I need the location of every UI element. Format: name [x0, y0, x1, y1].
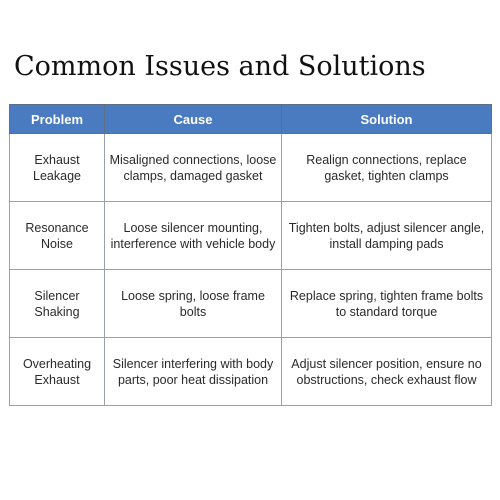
- table-header-row: [10, 105, 492, 134]
- table-row: [10, 202, 492, 270]
- cell-line: Replace spring, tighten frame bolts: [289, 288, 484, 303]
- cell-line: install damping pads: [329, 236, 444, 251]
- solution-cell: [282, 270, 492, 338]
- cell-line: Silencer: [34, 288, 80, 303]
- problem-cell: [10, 134, 105, 202]
- solution-cell: [282, 338, 492, 406]
- page-title: Common Issues and Solutions: [14, 51, 426, 82]
- table-row: [10, 270, 492, 338]
- cell-line: obstructions, check exhaust flow: [296, 372, 477, 387]
- cause-cell: [105, 134, 282, 202]
- table-row: [10, 338, 492, 406]
- cell-line: Misaligned connections, loose: [109, 152, 277, 167]
- cell-line: Overheating: [22, 356, 92, 371]
- cell-line: Exhaust: [34, 152, 80, 167]
- header-solution: Solution: [282, 105, 492, 134]
- problem-cell: [10, 338, 105, 406]
- cell-line: bolts: [179, 304, 207, 319]
- header-cause: Cause: [105, 105, 282, 134]
- problem-cell: [10, 202, 105, 270]
- cause-cell: [105, 270, 282, 338]
- cell-line: parts, poor heat dissipation: [117, 372, 269, 387]
- cell-line: Loose spring, loose frame: [121, 288, 265, 303]
- cause-cell: [105, 202, 282, 270]
- issues-table: [9, 104, 492, 406]
- cell-line: Adjust silencer position, ensure no: [291, 356, 482, 371]
- cell-line: Resonance: [25, 220, 89, 235]
- problem-cell: [10, 270, 105, 338]
- solution-cell: [282, 202, 492, 270]
- cell-line: Exhaust: [34, 372, 80, 387]
- cell-line: Silencer interfering with body: [112, 356, 274, 371]
- cell-line: interference with vehicle body: [110, 236, 276, 251]
- cell-line: Realign connections, replace: [306, 152, 467, 167]
- cell-line: clamps, damaged gasket: [123, 168, 263, 183]
- table-row: [10, 134, 492, 202]
- solution-cell: [282, 134, 492, 202]
- cell-line: Noise: [41, 236, 73, 251]
- cell-line: Loose silencer mounting,: [123, 220, 263, 235]
- cell-line: Leakage: [33, 168, 81, 183]
- cause-cell: [105, 338, 282, 406]
- cell-line: Shaking: [34, 304, 80, 319]
- cell-line: Tighten bolts, adjust silencer angle,: [288, 220, 485, 235]
- header-problem: Problem: [10, 105, 105, 134]
- cell-line: gasket, tighten clamps: [324, 168, 449, 183]
- cell-line: to standard torque: [335, 304, 438, 319]
